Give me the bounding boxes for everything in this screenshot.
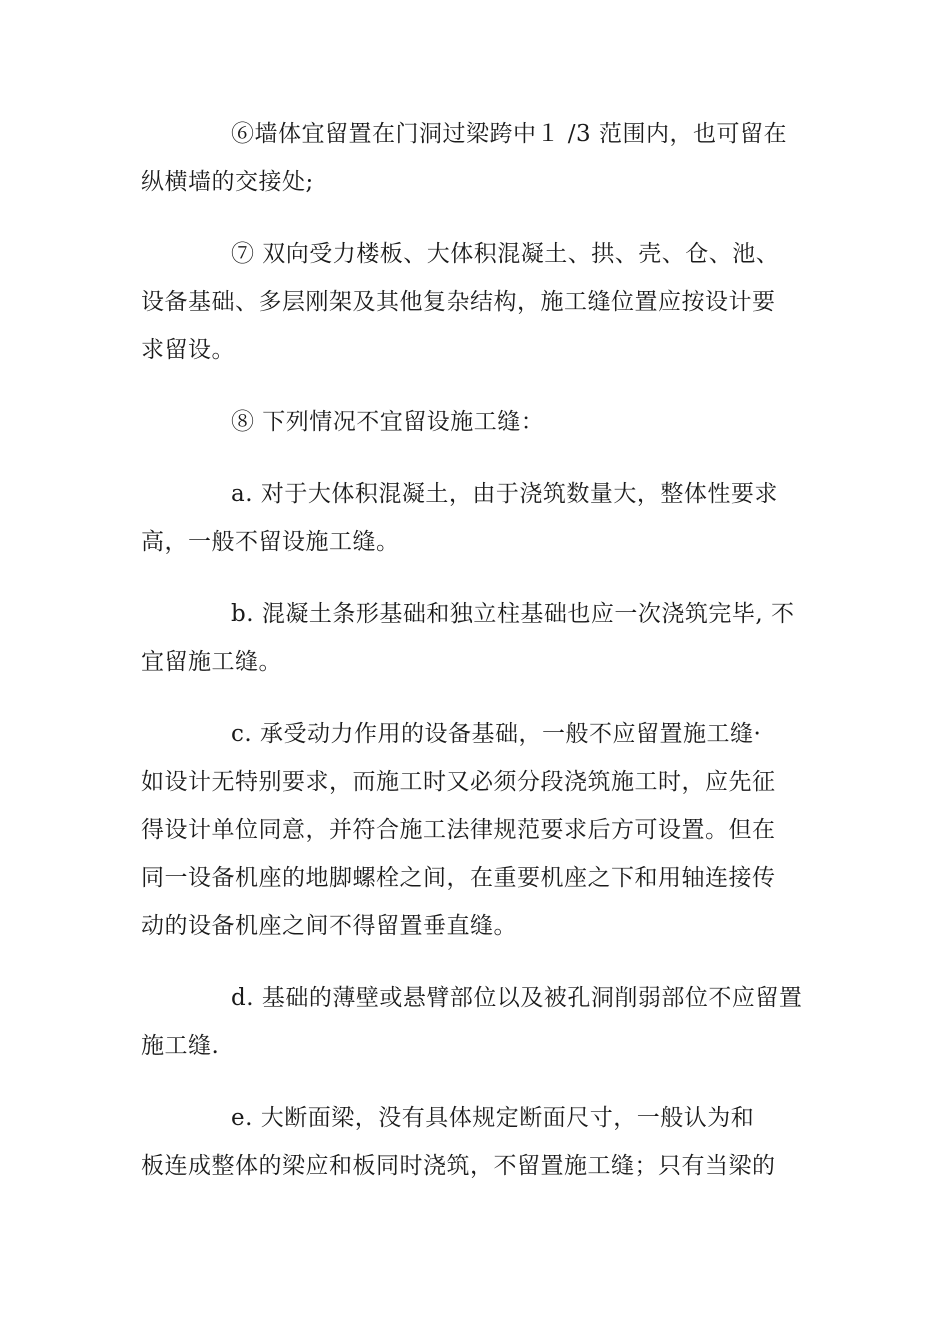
text-line: 得设计单位同意，并符合施工法律规范要求后方可设置。但在 — [141, 817, 776, 843]
text-line: e. 大断面梁，没有具体规定断面尺寸，一般认为和 — [231, 1105, 755, 1131]
paragraph-item-8 — [141, 398, 823, 446]
text-line: ⑦ 双向受力楼板、大体积混凝土、拱、壳、仓、池、 — [231, 241, 780, 267]
text-line: 同一设备机座的地脚螺栓之间，在重要机座之下和用轴连接传 — [141, 865, 776, 891]
paragraph-gap — [141, 446, 823, 470]
paragraph-item-7 — [141, 230, 823, 374]
paragraph-gap — [141, 950, 823, 974]
paragraph-item-e — [141, 1094, 823, 1190]
body-text — [141, 110, 823, 1190]
paragraph-gap — [141, 206, 823, 230]
paragraph-item-6 — [141, 110, 823, 206]
text-line: 纵横墙的交接处; — [141, 169, 314, 195]
text-line: 如设计无特别要求，而施工时又必须分段浇筑施工时，应先征 — [141, 769, 776, 795]
text-line: d. 基础的薄壁或悬臂部位以及被孔洞削弱部位不应留置 — [231, 985, 803, 1011]
paragraph-gap — [141, 1070, 823, 1094]
text-line: 施工缝. — [141, 1033, 220, 1059]
paragraph-gap — [141, 374, 823, 398]
paragraph-gap — [141, 686, 823, 710]
paragraph-item-c — [141, 710, 823, 950]
text-line: 板连成整体的梁应和板同时浇筑，不留置施工缝；只有当梁的 — [141, 1153, 776, 1179]
text-line: 求留设。 — [141, 337, 235, 363]
text-line: 高，一般不留设施工缝。 — [141, 529, 400, 555]
paragraph-item-b — [141, 590, 823, 686]
paragraph-item-d — [141, 974, 823, 1070]
text-line: 宜留施工缝。 — [141, 649, 282, 675]
text-line: c. 承受动力作用的设备基础，一般不应留置施工缝· — [231, 721, 762, 747]
text-line: ⑥墙体宜留置在门洞过梁跨中１ /3 范围内，也可留在 — [231, 121, 788, 147]
paragraph-item-a — [141, 470, 823, 566]
text-line: 设备基础、多层刚架及其他复杂结构，施工缝位置应按设计要 — [141, 289, 776, 315]
text-line: b. 混凝土条形基础和独立柱基础也应一次浇筑完毕, 不 — [231, 601, 795, 627]
text-line: 动的设备机座之间不得留置垂直缝。 — [141, 913, 517, 939]
text-line: a. 对于大体积混凝土，由于浇筑数量大，整体性要求 — [231, 481, 778, 507]
paragraph-gap — [141, 566, 823, 590]
text-line: ⑧ 下列情况不宜留设施工缝： — [231, 409, 545, 435]
